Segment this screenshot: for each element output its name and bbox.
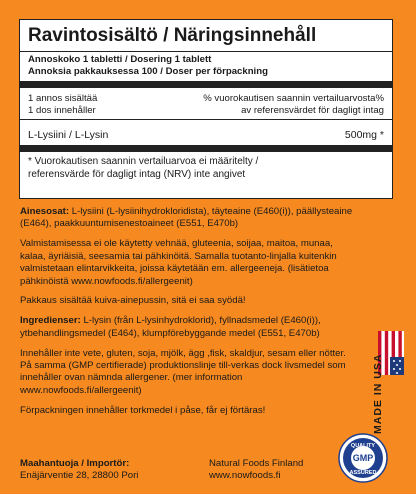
- made-in-usa: MADE IN USA: [372, 353, 384, 434]
- importer-info: [20, 458, 138, 483]
- nutrient-divider: [20, 145, 392, 152]
- reference-sv: av referensvärdet för dagligt intag: [241, 105, 384, 116]
- sv-desiccant-text: Förpackningen innehåller torkmedel i påse, får ej förtäras!: [20, 404, 266, 416]
- sv-ingredients: [20, 315, 360, 340]
- seal-bottom-text: ASSURED: [349, 470, 377, 476]
- footnote: [28, 155, 258, 181]
- per-serving-header: [28, 93, 97, 117]
- nutrient-amount: 500mg *: [344, 129, 384, 141]
- serving-info: [28, 54, 268, 78]
- serving-divider: [20, 81, 392, 88]
- per-serving-sv: 1 dos innehåller: [28, 105, 96, 116]
- seal-top-text: QUALITY: [350, 443, 376, 449]
- fi-ingredients-text: L-lysiini (L-lysiinihydrokloridista), täyteaine (E460(i)), päällysteaine (E464), paakkuuntumisenestoaineet (E551, E470b): [20, 206, 353, 230]
- servings-per-pack: Annoksia pakkauksessa 100 / Doser per förpackning: [28, 66, 268, 77]
- label-body: [20, 206, 360, 425]
- company-name: Natural Foods Finland: [209, 458, 304, 469]
- fi-ingredients: [20, 206, 360, 231]
- sv-ingredients-text: L-lysin (från L-lysinhydroklorid), fyllnadsmedel (E460(i)), ytbehandlingsmedel (E464), klumpförebyggande medel (E551, E470b): [20, 315, 321, 339]
- serving-size: Annoskoko 1 tabletti / Dosering 1 tablett: [28, 54, 212, 65]
- fi-desiccant-text: Pakkaus sisältää kuiva-ainepussin, sitä ei saa syödä!: [20, 295, 246, 307]
- company-website: www.nowfoods.fi: [209, 470, 281, 482]
- nutrition-title: Ravintosisältö / Näringsinnehåll: [28, 25, 317, 46]
- importer-company: [209, 458, 303, 483]
- importer-label: Maahantuoja / Importör:: [20, 458, 130, 469]
- footnote-sv: referensvärde för dagligt intag (NRV) inte angivet: [28, 169, 246, 180]
- fi-ingredients-label: Ainesosat:: [20, 206, 70, 217]
- footnote-fi: * Vuorokautisen saannin vertailuarvoa ei määritelty /: [28, 156, 259, 167]
- reference-header: [203, 93, 384, 117]
- title-divider: [20, 51, 392, 52]
- seal-center-text: GMP: [352, 453, 374, 463]
- reference-fi: % vuorokautisen saannin vertailuarvosta%: [203, 93, 384, 104]
- header-divider: [20, 119, 392, 120]
- per-serving-fi: 1 annos sisältää: [28, 93, 98, 104]
- fi-allergen-text: Valmistamisessa ei ole käytetty vehnää, gluteenia, soijaa, maitoa, munaa, kalaa, äyriäisiä, seesamia tai pähkinöitä. Samalla tuotanto-linjalla kuitenkin valmistetaan elintarvikkeita, joissa käytetään em. allergeeneja. (lisätietoa pähkinöistä www.nowfoods.fi/allergeenit): [20, 238, 337, 287]
- gmp-quality-seal-icon: [338, 433, 388, 483]
- sv-allergen-text: Innehåller inte vete, gluten, soja, mjölk, ägg ,fisk, skaldjur, sesam eller nötter. På samma (GMP certifierade) produktionslinje till-verkas dock livsmedel som innehåller ovan nämnda allergener. (mer information www.nowfoods.fi/allergeenit): [20, 347, 346, 396]
- nutrient-name: L-Lysiini / L-Lysin: [28, 129, 109, 141]
- importer-address: Enäjärventie 28, 28800 Pori: [20, 470, 139, 482]
- sv-ingredients-label: Ingredienser:: [20, 315, 81, 327]
- nutrition-panel: [19, 19, 393, 199]
